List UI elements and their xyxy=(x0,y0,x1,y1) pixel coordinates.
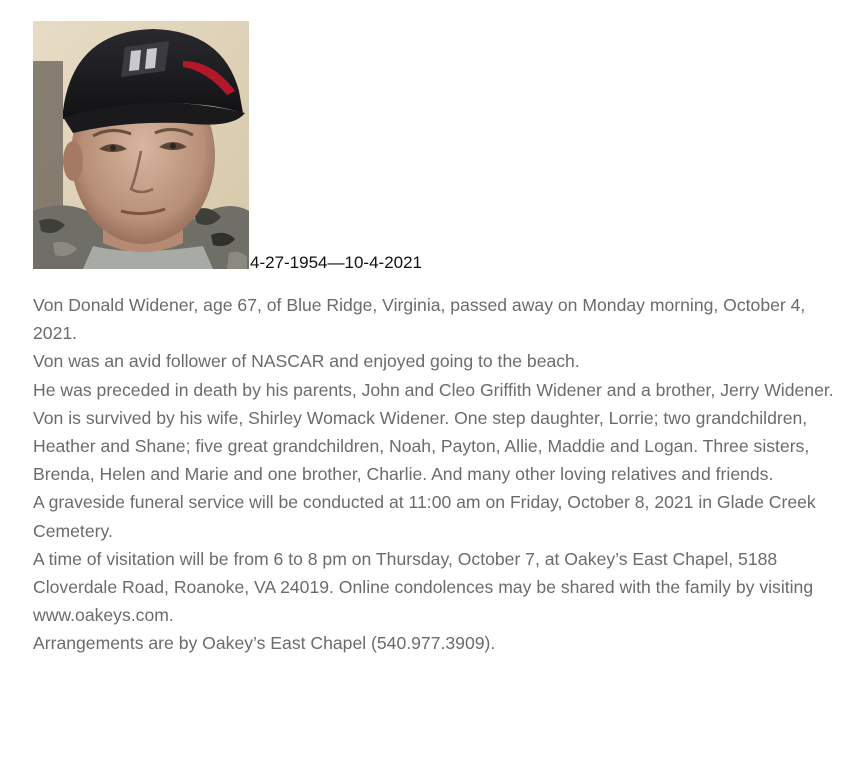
obituary-paragraph: Arrangements are by Oakey’s East Chapel (540.977.3909). xyxy=(33,633,496,654)
obituary-paragraph: A graveside funeral service will be conducted at 11:00 am on Friday, October 8, 2021 in Glade Creek Cemetery. xyxy=(33,492,816,541)
obituary-paragraph: Von Donald Widener, age 67, of Blue Ridge, Virginia, passed away on Monday morning, October 4, 2021. xyxy=(33,295,806,344)
obituary-paragraph: Von was an avid follower of NASCAR and enjoyed going to the beach. xyxy=(33,351,580,372)
portrait-photo xyxy=(33,21,249,269)
obituary-paragraph: Von is survived by his wife, Shirley Womack Widener. One step daughter, Lorrie; two grandchildren, Heather and Shane; five great grandchildren, Noah, Payton, Allie, Maddie and Logan. Three sisters, Brenda, Helen and Marie and one brother, Charlie. And many other loving relatives and friends. xyxy=(33,407,810,485)
obituary-header xyxy=(33,21,423,272)
obituary-paragraph: A time of visitation will be from 6 to 8 pm on Thursday, October 7, at Oakey’s East Chapel, 5188 Cloverdale Road, Roanoke, VA 24019. Online condolences may be shared with the family by visiting www.oakeys.com. xyxy=(33,548,814,626)
obituary-body xyxy=(33,291,848,658)
life-dates: 4-27-1954—10-4-2021 xyxy=(250,253,423,272)
obituary-paragraph: He was preceded in death by his parents, John and Cleo Griffith Widener and a brother, Jerry Widener. xyxy=(33,379,834,400)
